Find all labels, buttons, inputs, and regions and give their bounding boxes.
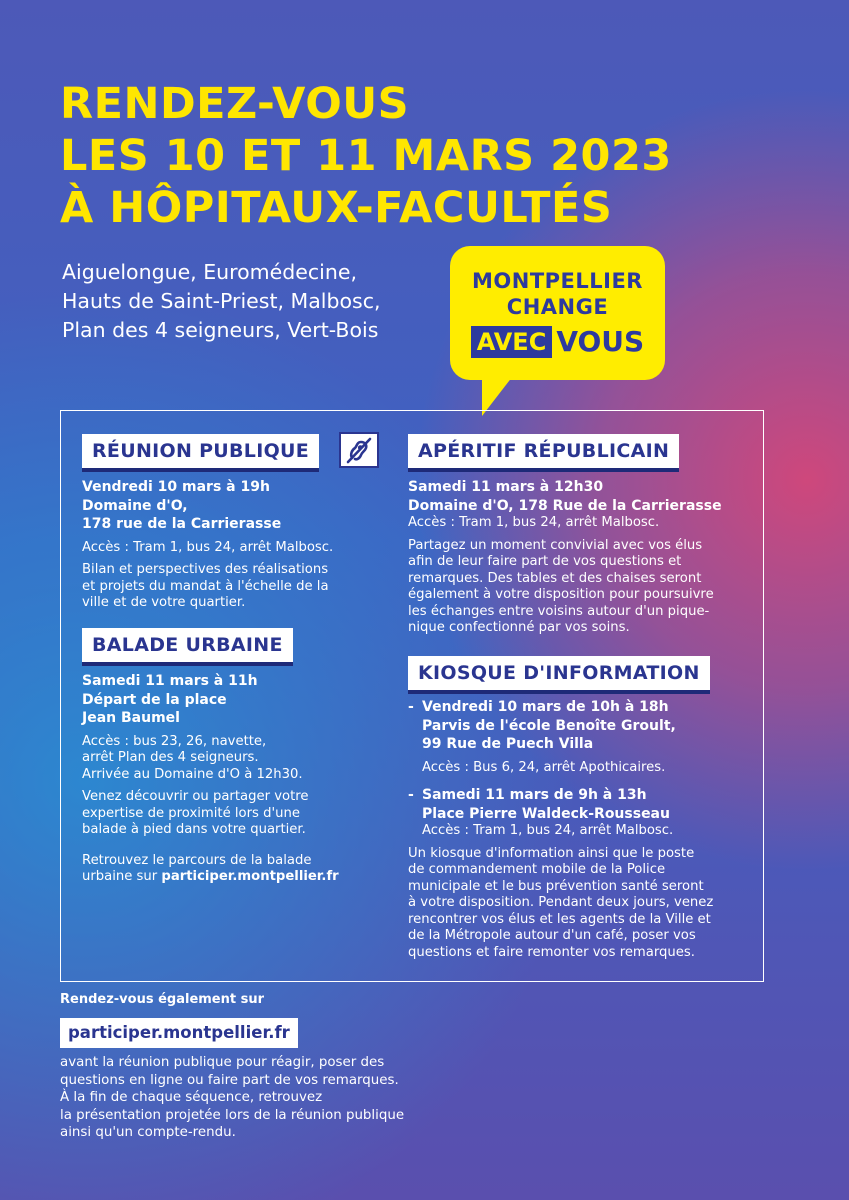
balade-more-prefix: urbaine sur	[82, 869, 162, 884]
kiosque-item-place: Parvis de l'école Benoîte Groult,	[422, 717, 676, 734]
title-line-3: À HÔPITAUX-FACULTÉS	[60, 183, 613, 233]
kiosque-item-access: Accès : Bus 6, 24, arrêt Apothicaires.	[422, 759, 666, 775]
logo-line-3	[450, 326, 665, 358]
kiosque-item-place: Place Pierre Waldeck-Rousseau	[422, 805, 670, 822]
reunion-access: Accès : Tram 1, bus 24, arrêt Malbosc.	[82, 539, 334, 555]
reunion-place: 178 rue de la Carrierasse	[82, 516, 282, 532]
balade-desc-line: expertise de proximité lors d'une	[82, 805, 300, 821]
district-line: Plan des 4 seigneurs, Vert-Bois	[62, 318, 379, 342]
balade-place: Jean Baumel	[82, 710, 180, 726]
aperitif-details	[408, 478, 722, 637]
reunion-place: Domaine d'O,	[82, 497, 188, 514]
balade-desc-line: Venez découvrir ou partager votre	[82, 789, 309, 804]
kiosque-desc-line: à votre disposition. Pendant deux jours, venez	[408, 895, 714, 910]
balade-link[interactable]: participer.montpellier.fr	[161, 869, 339, 884]
balade-when: Samedi 11 mars à 11h	[82, 673, 258, 689]
balade-heading: BALADE URBAINE	[82, 628, 293, 662]
kiosque-desc-line: de la Métropole autour d'un café, poser vos	[408, 928, 696, 943]
reunion-desc-line: Bilan et perspectives des réalisations	[82, 562, 329, 577]
kiosque-item-access: Accès : Tram 1, bus 24, arrêt Malbosc.	[422, 823, 674, 838]
footer-text	[60, 1054, 404, 1142]
aperitif-when: Samedi 11 mars à 12h30	[408, 479, 604, 495]
logo-vous: VOUS	[556, 325, 645, 358]
reunion-desc-line: ville et de votre quartier.	[82, 595, 246, 610]
title-line-1: RENDEZ-VOUS	[60, 79, 410, 129]
balade-place: Départ de la place	[82, 691, 227, 708]
aperitif-access: Accès : Tram 1, bus 24, arrêt Malbosc.	[408, 515, 660, 530]
kiosque-item	[408, 698, 713, 776]
logo-line-2: CHANGE	[506, 295, 609, 319]
participer-link[interactable]: participer.montpellier.fr	[60, 1018, 298, 1048]
kiosque-item-when: Vendredi 10 mars de 10h à 18h	[422, 699, 669, 715]
balade-more: Retrouvez le parcours de la balade	[82, 852, 312, 868]
balade-access-line: Arrivée au Domaine d'O à 12h30.	[82, 766, 303, 782]
footer-line: À la fin de chaque séquence, retrouvez	[60, 1090, 323, 1105]
balade-desc-line: balade à pied dans votre quartier.	[82, 822, 306, 837]
logo-avec: AVEC	[471, 326, 553, 358]
kiosque-desc-line: Un kiosque d'information ainsi que le poste	[408, 845, 695, 861]
districts-list	[62, 258, 381, 345]
balade-access-line: arrêt Plan des 4 seigneurs.	[82, 750, 259, 765]
kiosque-desc-line: de commandement mobile de la Police	[408, 862, 666, 877]
balade-more	[82, 869, 339, 886]
aperitif-desc-line: remarques. Des tables et des chaises seront	[408, 570, 702, 586]
footer-line: la présentation projetée lors de la réunion publique	[60, 1107, 405, 1123]
district-line: Aiguelongue, Euromédecine,	[62, 260, 357, 284]
kiosque-item-place: 99 Rue de Puech Villa	[422, 736, 594, 752]
kiosque-desc-line: municipale et le bus prévention santé seront	[408, 878, 704, 894]
aperitif-place: Domaine d'O, 178 Rue de la Carrierasse	[408, 497, 722, 514]
dash-icon: -	[408, 699, 414, 715]
hearing-loop-icon	[339, 432, 379, 468]
aperitif-desc-line: afin de leur faire part de vos questions et	[408, 554, 682, 569]
aperitif-heading: APÉRITIF RÉPUBLICAIN	[408, 434, 679, 468]
kiosque-heading: KIOSQUE D'INFORMATION	[408, 656, 710, 690]
balade-details	[82, 672, 339, 886]
footer-heading: Rendez-vous également sur	[60, 992, 265, 1007]
kiosque-item	[408, 786, 713, 840]
balade-access-line: Accès : bus 23, 26, navette,	[82, 733, 267, 749]
footer-line: avant la réunion publique pour réagir, poser des	[60, 1055, 385, 1070]
kiosque-item-when: Samedi 11 mars de 9h à 13h	[422, 787, 647, 803]
aperitif-desc-line: nique confectionné par vos soins.	[408, 620, 630, 635]
reunion-details	[82, 478, 333, 612]
footer-line: ainsi qu'un compte-rendu.	[60, 1125, 236, 1140]
title-line-2: LES 10 ET 11 MARS 2023	[60, 131, 672, 181]
page-title	[60, 78, 672, 234]
logo-line-1: MONTPELLIER	[472, 269, 643, 293]
footer-line: questions en ligne ou faire part de vos remarques.	[60, 1072, 399, 1088]
montpellier-change-avec-vous-logo	[450, 246, 665, 380]
aperitif-desc-line: Partagez un moment convivial avec vos élus	[408, 537, 703, 553]
reunion-heading: RÉUNION PUBLIQUE	[82, 434, 319, 468]
dash-icon: -	[408, 787, 414, 803]
aperitif-desc-line: également à votre disposition pour poursuivre	[408, 587, 714, 602]
kiosque-desc-line: rencontrer vos élus et les agents de la Ville et	[408, 911, 711, 927]
kiosque-desc-line: questions et faire remonter vos remarques.	[408, 944, 695, 960]
kiosque-details	[408, 698, 713, 961]
aperitif-desc-line: les échanges entre voisins autour d'un pique-	[408, 603, 710, 619]
reunion-desc-line: et projets du mandat à l'échelle de la	[82, 578, 329, 594]
reunion-when: Vendredi 10 mars à 19h	[82, 479, 270, 495]
district-line: Hauts de Saint-Priest, Malbosc,	[62, 289, 381, 313]
